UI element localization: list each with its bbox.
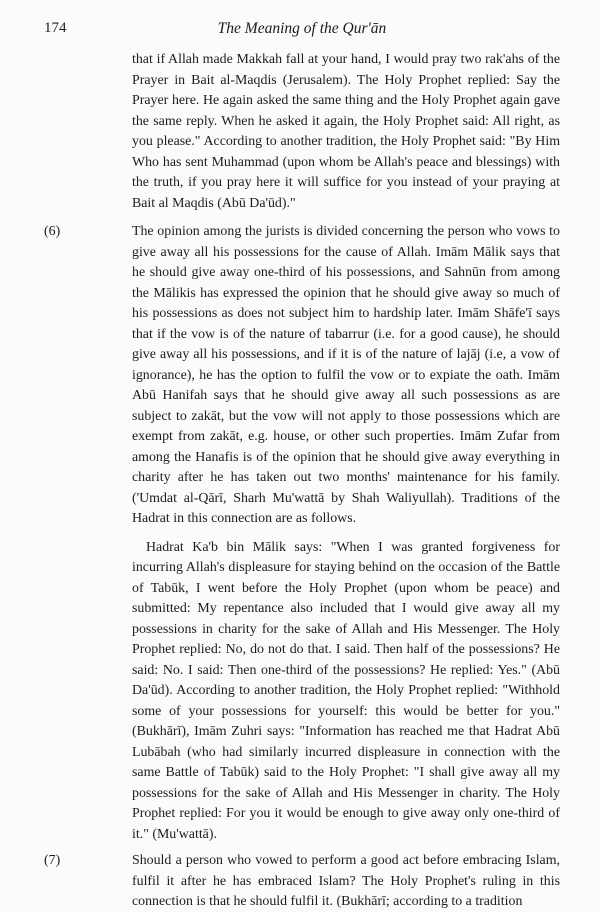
paragraph-number: (7) [44,853,61,868]
running-title: The Meaning of the Qur'ān [217,20,387,37]
paragraph-text: The opinion among the jurists is divided concerning the person who vows to give away all his possessions for the cause of Allah. Imām Mālik says that he should give away one-third of his possessions, and Sahnūn from among the Mālikis has expressed the opinion that he should give away so much of his possessions as does not subject him to hardship later. Imām Shāfe'ī says that if the vow is of the nature of tabarrur (i.e. for a good cause), he should give away all his possessions, and if it is of the nature of lajāj (i.e, a vow of ignorance), he has the option to fulfil the vow or to expiate the oath. Imām Abū Hanifah says that he should give away all such possessions as are subject to zakāt, but the vow will not apply to those possessions which are exempt from zakāt, e.g. house, or other such properties. Imām Zufar from among the Hanafis is of the opinion that he should give away everything in charity after he has taken out two months' maintenance for his family. ('Umdat al-Qārī, Sharh Mu'wattā by Shah Waliyullah). Traditions of the Hadrat in this connection are as follows. [132,224,560,526]
numbered-paragraph-6 [44,222,560,530]
continued-paragraph: that if Allah made Makkah fall at your hand, I would pray two rak'ahs of the Prayer in Bait al-Maqdis (Jerusalem). The Holy Prophet replied: Say the Prayer here. He again asked the same thing and the Holy Prophet again gave the same reply. When he asked it again, the Holy Prophet said: All right, as you please." According to another tradition, the Holy Prophet said: "By Him Who has sent Muhammad (upon whom be Allah's peace and blessings) with the truth, if you pray here it will suffice for you instead of your praying at Bait al Maqdis (Abū Da'ūd)." [132,52,560,211]
tradition-paragraph: Hadrat Ka'b bin Mālik says: "When I was granted forgiveness for incurring Allah's displeasure for staying behind on the occasion of the Battle of Tabūk, I went before the Holy Prophet (upon whom be peace) and submitted: My repentance also included that I would give away all my possessions in charity for the sake of Allah and His Messenger. The Holy Prophet replied: No, do not do that. I said. Then half of the possessions? He said: No. I said: Then one-third of the possessions? He replied: Yes." (Abū Da'ūd). According to another tradition, the Holy Prophet replied: "Withhold some of your possessions for yourself: this would be better for you." (Bukhārī), Imām Zuhri says: "Information has reached me that Hadrat Abū Lubābah (who had similarly incurred displeasure in connection with the same Battle of Tabūk) said to the Holy Prophet: "I shall give away all my possessions for the sake of Allah and His Messenger in charity. The Holy Prophet replied: For you it would be enough to give away only one-third of it." (Mu'wattā). [132,539,560,842]
page-header [44,20,560,42]
paragraph-number: (6) [44,224,61,239]
paragraph-text: Should a person who vowed to perform a good act before embracing Islam, fulfil it after he has embraced Islam? The Holy Prophet's ruling in this connection is that he should fulfil it. (Bukhārī; according to a tradition [132,853,560,909]
page-number: 174 [44,20,67,36]
numbered-paragraph-7 [44,851,560,913]
page-body [44,50,560,913]
